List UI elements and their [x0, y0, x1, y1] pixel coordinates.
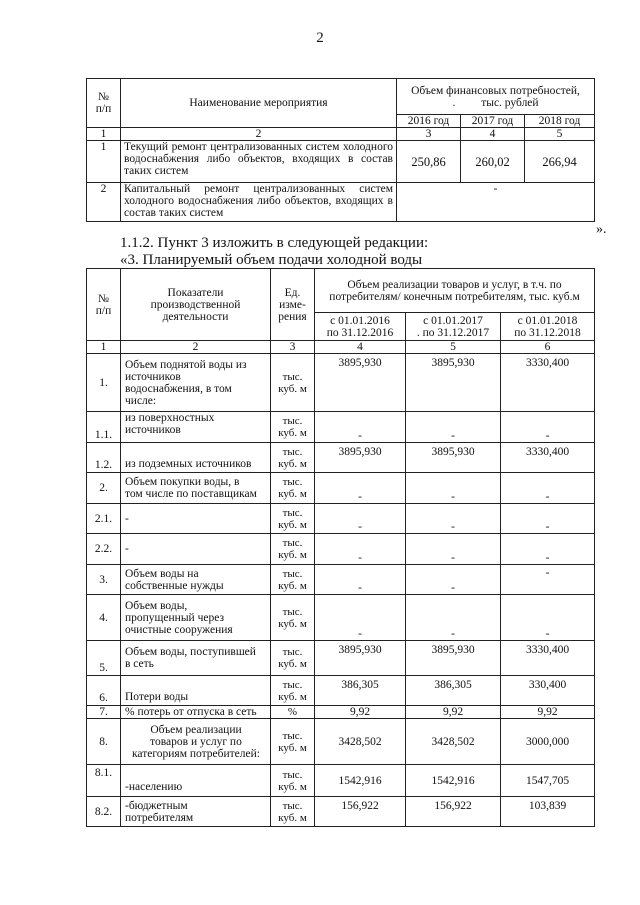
table2-row-value-2017: - [406, 504, 501, 534]
table2-index-row [87, 341, 595, 354]
table2-row-value-2016: - [315, 504, 406, 534]
table2-row-value-2017: 3895,930 [406, 354, 501, 412]
table2-row-num: 1. [87, 354, 121, 412]
table2-row-value-2016: - [315, 565, 406, 595]
table2-row-name: % потерь от отпуска в сеть [121, 706, 271, 719]
table2-row [87, 765, 595, 797]
table1-header-num: № п/п [87, 79, 121, 128]
table2-row-name: -населению [121, 765, 271, 797]
table2-row-num: 2. [87, 473, 121, 504]
table2-header-num: № п/п [87, 269, 121, 341]
table2-row-value-2016: 3895,930 [315, 354, 406, 412]
table2-row-num: 8.1. [87, 765, 121, 797]
table2-row-name: Объем воды на собственные нужды [121, 565, 271, 595]
table1-row-name: Текущий ремонт централизованных систем холодного водоснабжения либо объектов, входящих в состав таких систем [121, 141, 397, 183]
table2-row-value-2017: 3895,930 [406, 641, 501, 676]
table2-row-value-2018: 103,839 [501, 797, 595, 827]
table2-row [87, 595, 595, 641]
table2-row-unit: тыс. куб. м [271, 443, 315, 473]
table2-row-value-2017: 3895,930 [406, 443, 501, 473]
table1-row [87, 141, 595, 183]
table2-row-unit: тыс. куб. м [271, 797, 315, 827]
table2-row-num: 8.2. [87, 797, 121, 827]
table2-row-value-2016: - [315, 595, 406, 641]
table2-row [87, 706, 595, 719]
table2-row-num: 7. [87, 706, 121, 719]
table2-row-value-2016: 1542,916 [315, 765, 406, 797]
table2-row [87, 797, 595, 827]
table2-row-name: Объем воды, пропущенный через очистные сооружения [121, 595, 271, 641]
table2-row-name: Объем поднятой воды из источников водоснабжения, в том числе: [121, 354, 271, 412]
table2-row-unit: тыс. куб. м [271, 473, 315, 504]
table2-row-name: - [121, 534, 271, 565]
table2-row [87, 676, 595, 706]
table2-row-value-2016: 3428,502 [315, 719, 406, 765]
table2-row-value-2017: - [406, 534, 501, 565]
table1-index-row [87, 128, 595, 141]
table2-header-row [87, 269, 595, 313]
table2-row [87, 719, 595, 765]
table2-row-value-2017: 1542,916 [406, 765, 501, 797]
table1-row-value-2016: 250,86 [397, 141, 461, 183]
table1-index-cell: 1 [87, 128, 121, 141]
table1-row-merged-value: - [397, 183, 595, 222]
table2-row-num: 3. [87, 565, 121, 595]
table2-row-num: 2.2. [87, 534, 121, 565]
table1-row-value-2018: 266,94 [525, 141, 595, 183]
table2-row-value-2016: - [315, 534, 406, 565]
table2-header-period-2016: с 01.01.2016 по 31.12.2016 [315, 313, 406, 341]
table2-row-unit: тыс. куб. м [271, 641, 315, 676]
table2-row-unit: тыс. куб. м [271, 412, 315, 443]
table2-row [87, 534, 595, 565]
table2-row-name: из поверхностных источников [121, 412, 271, 443]
table1-index-cell: 5 [525, 128, 595, 141]
table2-row [87, 565, 595, 595]
table2-row-unit: тыс. куб. м [271, 504, 315, 534]
table2-index-cell: 1 [87, 341, 121, 354]
table1-header-name: Наименование мероприятия [121, 79, 397, 128]
table2-index-cell: 3 [271, 341, 315, 354]
table1-header-2016: 2016 год [397, 115, 461, 128]
financial-needs-table [86, 78, 595, 222]
table2-row [87, 504, 595, 534]
table2-row-num: 8. [87, 719, 121, 765]
amendment-line: 1.1.2. Пункт 3 изложить в следующей редакции: [120, 235, 429, 251]
table2-row-name: - [121, 504, 271, 534]
table2-row-value-2017: - [406, 473, 501, 504]
table2-row-value-2017: - [406, 412, 501, 443]
table2-row-num: 4. [87, 595, 121, 641]
table2-row-num: 1.1. [87, 412, 121, 443]
table2-row-unit: тыс. куб. м [271, 719, 315, 765]
section-heading: «3. Планируемый объем подачи холодной воды [120, 252, 423, 268]
table1-row-num: 1 [87, 141, 121, 183]
table2-header-volume: Объем реализации товаров и услуг, в т.ч. по потребителям/ конечным потребителям, тыс. куб.м [315, 269, 595, 313]
table2-row-value-2016: 3895,930 [315, 641, 406, 676]
table2-row [87, 473, 595, 504]
table2-row-value-2016: - [315, 412, 406, 443]
table2-row [87, 443, 595, 473]
page-number: 2 [316, 30, 324, 46]
table2-row-unit: тыс. куб. м [271, 565, 315, 595]
table1-index-cell: 3 [397, 128, 461, 141]
table1-row-name: Капитальный ремонт централизованных систем холодного водоснабжения либо объектов, входящих в состав таких систем [121, 183, 397, 222]
table2-row-value-2018: - [501, 565, 595, 595]
table2-row-name: Потери воды [121, 676, 271, 706]
table2-row-unit: тыс. куб. м [271, 765, 315, 797]
table2-row-value-2018: 3000,000 [501, 719, 595, 765]
table2-row-unit: % [271, 706, 315, 719]
table2-header-indicator: Показатели производственной деятельности [121, 269, 271, 341]
table2-row-unit: тыс. куб. м [271, 676, 315, 706]
table1-header-finance [397, 79, 595, 115]
table2-row-value-2017: - [406, 565, 501, 595]
table2-row-value-2018: 330,400 [501, 676, 595, 706]
table2-row-name: Объем покупки воды, в том числе по поставщикам [121, 473, 271, 504]
table1-header-2018: 2018 год [525, 115, 595, 128]
table1-header-finance-line2: . тыс. рублей [452, 96, 539, 109]
table2-row-value-2016: - [315, 473, 406, 504]
table2-row-num: 5. [87, 641, 121, 676]
table2-header-period-2018: с 01.01.2018 по 31.12.2018 [501, 313, 595, 341]
table2-row [87, 412, 595, 443]
table2-row-value-2017: - [406, 595, 501, 641]
table2-row [87, 354, 595, 412]
closing-quote: ». [596, 222, 607, 237]
table2-row-value-2018: 3330,400 [501, 354, 595, 412]
table2-row-value-2018: 3330,400 [501, 443, 595, 473]
table2-row-value-2016: 3895,930 [315, 443, 406, 473]
table1-header-row [87, 79, 595, 115]
table2-row-value-2018: 3330,400 [501, 641, 595, 676]
table2-index-cell: 5 [406, 341, 501, 354]
table1-index-cell: 2 [121, 128, 397, 141]
table2-index-cell: 2 [121, 341, 271, 354]
table2-row-name: из подземных источников [121, 443, 271, 473]
table2-row-num: 1.2. [87, 443, 121, 473]
table2-row-value-2017: 3428,502 [406, 719, 501, 765]
table2-row [87, 641, 595, 676]
table2-row-num: 2.1. [87, 504, 121, 534]
table2-header-unit: Ед. изме- рения [271, 269, 315, 341]
table1-index-cell: 4 [461, 128, 525, 141]
table2-header-period-2017: с 01.01.2017 . по 31.12.2017 [406, 313, 501, 341]
table2-row-unit: тыс. куб. м [271, 354, 315, 412]
table2-row-name: -бюджетным потребителям [121, 797, 271, 827]
table2-row-value-2018: - [501, 504, 595, 534]
table1-row-value-2017: 260,02 [461, 141, 525, 183]
table2-row-name: Объем воды, поступившей в сеть [121, 641, 271, 676]
table2-row-value-2017: 156,922 [406, 797, 501, 827]
table2-row-unit: тыс. куб. м [271, 534, 315, 565]
table2-row-value-2018: 9,92 [501, 706, 595, 719]
table2-row-unit: тыс. куб. м [271, 595, 315, 641]
table1-row-num: 2 [87, 183, 121, 222]
table2-row-num: 6. [87, 676, 121, 706]
table2-row-value-2018: - [501, 412, 595, 443]
table2-row-value-2016: 386,305 [315, 676, 406, 706]
table2-row-value-2018: - [501, 595, 595, 641]
table2-index-cell: 4 [315, 341, 406, 354]
table1-header-2017: 2017 год [461, 115, 525, 128]
table2-row-value-2018: 1547,705 [501, 765, 595, 797]
table2-row-name: Объем реализации товаров и услуг по категориям потребителей: [121, 719, 271, 765]
table2-row-value-2016: 9,92 [315, 706, 406, 719]
table2-index-cell: 6 [501, 341, 595, 354]
table1-header-finance-line1: Объем финансовых потребностей, [411, 84, 580, 97]
table2-row-value-2016: 156,922 [315, 797, 406, 827]
table2-row-value-2018: - [501, 473, 595, 504]
table2-row-value-2018: - [501, 534, 595, 565]
table2-row-value-2017: 9,92 [406, 706, 501, 719]
table2-row-value-2017: 386,305 [406, 676, 501, 706]
table1-row [87, 183, 595, 222]
water-supply-table [86, 268, 595, 827]
